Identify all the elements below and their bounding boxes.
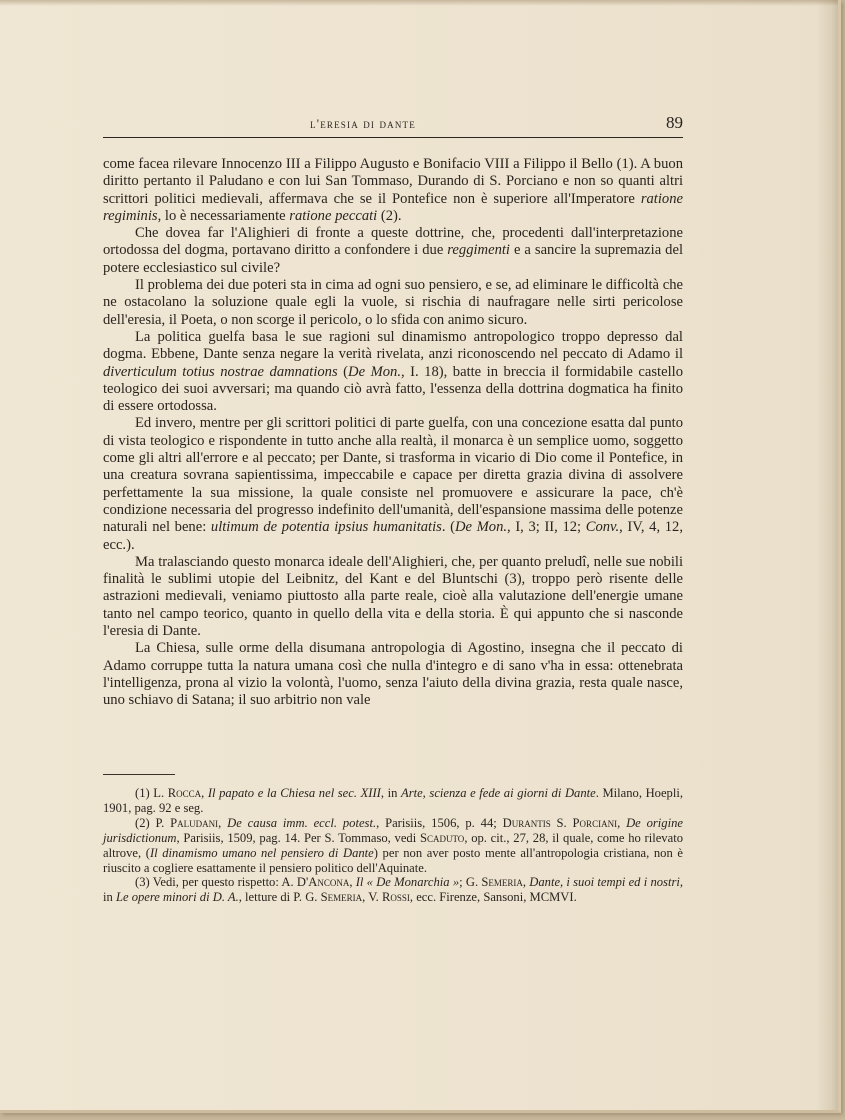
- paragraph: Il problema dei due poteri sta in cima ad ogni suo pensiero, e se, ad eliminare le difficoltà che ne ostacolano la soluzione quale egli la vuole, si rischia di naufragare nelle sirti pericolose dell'eresia, il Poeta, o non scorge il pericolo, o lo sfida con animo sicuro.: [103, 277, 683, 328]
- paragraph: come facea rilevare Innocenzo III a Filippo Augusto e Bonifacio VIII a Filippo il Bello (1). A buon diritto pertanto il Paludano e con lui San Tommaso, Durando di S. Porciano e non so quanti altri scrittori politici medievali, affermava che se il Pontefice non è superiore all'Imperatore ratione regiminis, lo è necessariamente ratione peccati (2).: [103, 156, 683, 224]
- running-header: [103, 113, 683, 138]
- paragraph: Che dovea far l'Alighieri di fronte a queste dottrine, che, procedenti dall'interpretazione ortodossa del dogma, portavano diritto a confondere i due reggimenti e a sancire la supremazia del potere ecclesiastico sul civile?: [103, 225, 683, 276]
- paragraph: La politica guelfa basa le sue ragioni sul dinamismo antropologico troppo depresso dal dogma. Ebbene, Dante senza negare la verità rivelata, anzi riconoscendo nel peccato di Adamo il diverticulum totius nostrae damnations (De Mon., I. 18), batte in breccia il formidabile castello teologico dei suoi avversari; ma quando ciò avrà fatto, l'essenza della dottrina dogmatica ha finito di essere ortodossa.: [103, 328, 683, 415]
- page-number: 89: [666, 113, 683, 132]
- main-text: [103, 156, 683, 710]
- paragraph: Ed invero, mentre per gli scrittori politici di parte guelfa, con una concezione esatta dal punto di vista teologico e rispondente in tutto anche alla realtà, il monarca è un semplice uomo, soggetto come gli altri all'errore e al peccato; per Dante, si trasforma in vicario di Dio come il Pontefice, in una creatura sovrana sapientissima, impeccabile e capace per diretta grazia divina di assolvere perfettamente la sua missione, la quale consiste nel promuovere e assicurare la pace, ch'è condizione necessaria del progresso indefinito dell'umanità, dell'espansione massima delle potenze naturali nel bene: ultimum de potentia ipsius humanitatis. (De Mon., I, 3; II, 12; Conv., IV, 4, 12, ecc.).: [103, 415, 683, 553]
- paragraph: Ma tralasciando questo monarca ideale dell'Alighieri, che, per quanto preludî, nelle sue nobili finalità le sublimi utopie del Leibnitz, del Kant e del Bluntschi (3), troppo però risente delle astrazioni medievali, veniamo piuttosto alla parte reale, cioè alla valutazione dell'energie umane tanto nel campo teorico, quanto in quello della vita e della storia. È qui appunto che si nasconde l'eresia di Dante.: [103, 553, 683, 640]
- footnote-rule: [103, 774, 175, 775]
- paragraph: La Chiesa, sulle orme della disumana antropologia di Agostino, insegna che il peccato di Adamo corruppe tutta la natura umana così che nulla d'integro e di sano v'ha in essa: ottenebrata l'intelligenza, prona al vizio la volontà, l'uomo, senza l'aiuto della divina grazia, resta quale nasce, uno schiavo di Satana; il suo arbitrio non vale: [103, 640, 683, 709]
- running-title: l'eresia di dante: [310, 117, 416, 131]
- footnote: (1) L. Rocca, Il papato e la Chiesa nel sec. XIII, in Arte, scienza e fede ai giorni di Dante. Milano, Hoepli, 1901, pag. 92 e seg.: [103, 786, 684, 815]
- footnote: (3) Vedi, per questo rispetto: A. D'Ancona, Il « De Monarchia »; G. Semeria, Dante, i suoi tempi ed i nostri, in Le opere minori di D. A., letture di P. G. Semeria, V. Rossi, ecc. Firenze, Sansoni, MCMVI.: [103, 875, 684, 905]
- page-top-edge: [0, 0, 838, 6]
- page-right-edge: [816, 0, 838, 1110]
- footnote: (2) P. Paludani, De causa imm. eccl. potest., Parisiis, 1506, p. 44; Durantis S. Porciani, De origine jurisdictionum, Parisiis, 1509, pag. 14. Per S. Tommaso, vedi Scaduto, op. cit., 27, 28, il quale, come ho rilevato altrove, (Il dinamismo umano nel pensiero di Dante) per non aver posto mente all'antropologia cristiana, non è riuscito a cogliere esattamente il pensiero politico dell'Aquinate.: [103, 815, 683, 875]
- footnotes: [103, 786, 683, 905]
